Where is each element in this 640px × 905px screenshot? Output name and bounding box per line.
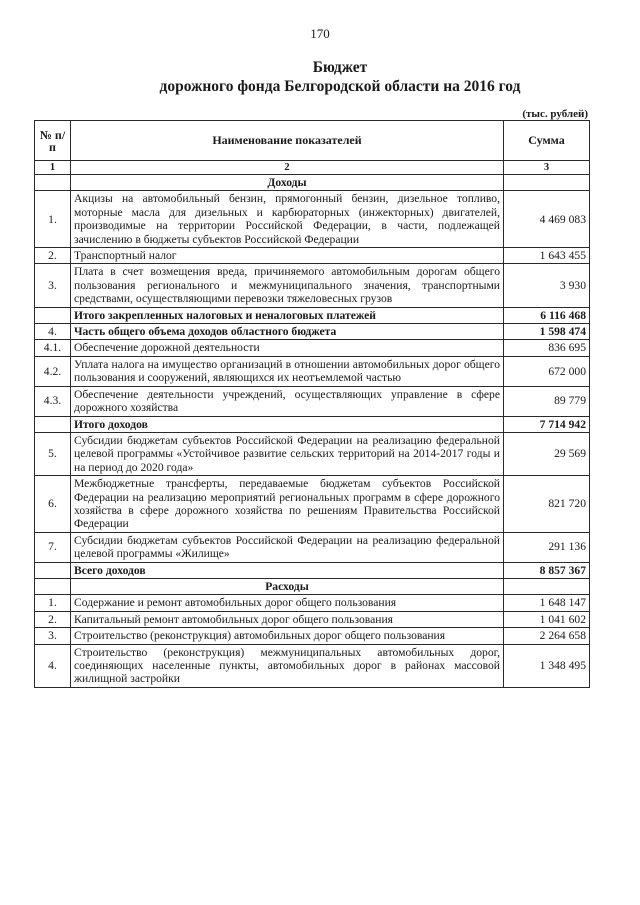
row-name: Плата в счет возмещения вреда, причиняемого автомобильным дорогам общего пользования регионального и межмуниципального значения, транспортными средствами, осуществляющими перевозки тяжеловесных грузов [71, 264, 504, 307]
table-row [35, 628, 590, 644]
title-line-2: дорожного фонда Белгородской области на 2016 год [159, 78, 521, 95]
row-sum: 1 041 602 [504, 611, 590, 627]
table-row [35, 432, 590, 475]
row-number [35, 307, 71, 323]
row-name: Содержание и ремонт автомобильных дорог общего пользования [71, 595, 504, 611]
row-number: 3. [35, 628, 71, 644]
row-number: 1. [35, 191, 71, 248]
row-name: Обеспечение деятельности учреждений, осуществляющих управление в сфере дорожного хозяйства [71, 386, 504, 416]
row-number: 6. [35, 476, 71, 533]
table-row [35, 386, 590, 416]
row-name: Субсидии бюджетам субъектов Российской Федерации на реализацию федеральной целевой программы «Жилище» [71, 532, 504, 562]
table-row [35, 307, 590, 323]
table-row [35, 476, 590, 533]
row-number: 4.3. [35, 386, 71, 416]
section-income [35, 175, 590, 191]
row-name: Межбюджетные трансферты, передаваемые бюджетам субъектов Российской Федерации на реализацию мероприятий региональных программ в сфере дорожного хозяйства в сфере дорожного хозяйства по решениям Правительства Российской Федерации [71, 476, 504, 533]
table-row [35, 340, 590, 356]
row-number: 3. [35, 264, 71, 307]
header-num: № п/п [35, 121, 71, 161]
row-name: Всего доходов [71, 562, 504, 578]
table-row [35, 191, 590, 248]
row-name: Итого закрепленных налоговых и неналоговых платежей [71, 307, 504, 323]
row-name: Строительство (реконструкция) межмуниципальных автомобильных дорог, соединяющих населенные пункты, автомобильных дорог в районах массовой жилищной застройки [71, 644, 504, 687]
column-index: 1 [35, 161, 71, 175]
column-index: 3 [504, 161, 590, 175]
table-header-row [35, 121, 590, 161]
row-number: 1. [35, 595, 71, 611]
row-sum: 836 695 [504, 340, 590, 356]
row-name: Часть общего объема доходов областного бюджета [71, 324, 504, 340]
row-sum: 1 598 474 [504, 324, 590, 340]
row-number [35, 416, 71, 432]
row-number: 7. [35, 532, 71, 562]
table-row [35, 416, 590, 432]
table-row [35, 356, 590, 386]
row-number: 2. [35, 611, 71, 627]
table-row [35, 532, 590, 562]
page-number: 170 [310, 26, 330, 41]
row-sum: 8 857 367 [504, 562, 590, 578]
row-sum: 1 648 147 [504, 595, 590, 611]
row-sum: 6 116 468 [504, 307, 590, 323]
table-row [35, 264, 590, 307]
section-expense-label: Расходы [71, 578, 504, 594]
section-income-label: Доходы [71, 175, 504, 191]
row-name: Капитальный ремонт автомобильных дорог общего пользования [71, 611, 504, 627]
row-name: Акцизы на автомобильный бензин, прямогонный бензин, дизельное топливо, моторные масла для дизельных и карбюраторных (инжекторных) двигателей, производимые на территории Российской Федерации, в части, подлежащей зачислению в бюджеты субъектов Российской Федерации [71, 191, 504, 248]
row-number: 4.2. [35, 356, 71, 386]
row-number: 2. [35, 248, 71, 264]
table-row [35, 562, 590, 578]
row-name: Итого доходов [71, 416, 504, 432]
row-sum: 7 714 942 [504, 416, 590, 432]
row-sum: 3 930 [504, 264, 590, 307]
row-sum: 1 348 495 [504, 644, 590, 687]
row-number: 4.1. [35, 340, 71, 356]
document-title [40, 58, 640, 96]
row-name: Транспортный налог [71, 248, 504, 264]
header-name: Наименование показателей [71, 121, 504, 161]
header-sum: Сумма [504, 121, 590, 161]
section-expense [35, 578, 590, 594]
table-row [35, 611, 590, 627]
table-row [35, 595, 590, 611]
row-name: Строительство (реконструкция) автомобильных дорог общего пользования [71, 628, 504, 644]
row-sum: 1 643 455 [504, 248, 590, 264]
row-sum: 2 264 658 [504, 628, 590, 644]
row-name: Субсидии бюджетам субъектов Российской Федерации на реализацию федеральной целевой программы «Устойчивое развитие сельских территорий на 2014-2017 годы и на период до 2020 года» [71, 432, 504, 475]
title-line-1: Бюджет [312, 59, 368, 76]
row-number: 5. [35, 432, 71, 475]
row-number: 4. [35, 324, 71, 340]
table-row [35, 248, 590, 264]
column-index-row [35, 161, 590, 175]
units-label: (тыс. рублей) [522, 108, 588, 120]
row-number [35, 562, 71, 578]
row-sum: 4 469 083 [504, 191, 590, 248]
table-row [35, 644, 590, 687]
table-row [35, 324, 590, 340]
budget-table [34, 120, 590, 688]
row-name: Обеспечение дорожной деятельности [71, 340, 504, 356]
row-number: 4. [35, 644, 71, 687]
row-sum: 291 136 [504, 532, 590, 562]
row-sum: 89 779 [504, 386, 590, 416]
row-sum: 672 000 [504, 356, 590, 386]
row-name: Уплата налога на имущество организаций в отношении автомобильных дорог общего пользования и сооружений, являющихся их неотъемлемой частью [71, 356, 504, 386]
row-sum: 821 720 [504, 476, 590, 533]
row-sum: 29 569 [504, 432, 590, 475]
column-index: 2 [71, 161, 504, 175]
